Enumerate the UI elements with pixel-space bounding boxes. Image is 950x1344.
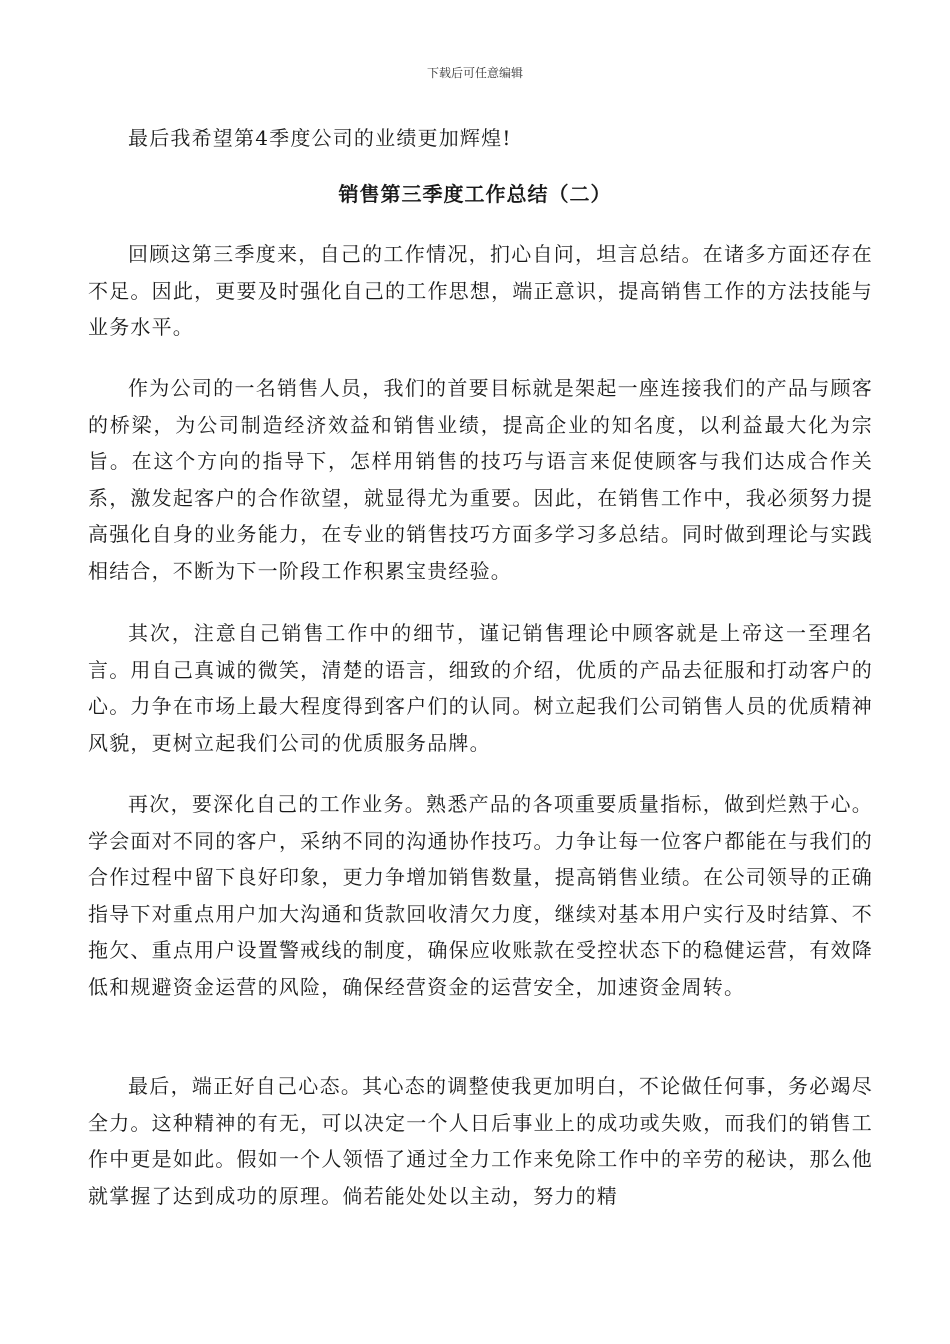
section-title: 销售第三季度工作总结（二） (338, 182, 612, 206)
paragraph-review: 回顾这第三季度来，自己的工作情况，扪心自问，坦言总结。在诸多方面还存在不足。因此，更要及时强化自己的工作思想，端正意识，提高销售工作的方法技能与业务水平。 (88, 242, 873, 339)
paragraph-details: 其次，注意自己销售工作中的细节，谨记销售理论中顾客就是上帝这一至理名言。用自己真诚的微笑，清楚的语言，细致的介绍，优质的产品去征服和打动客户的心。力争在市场上最大程度得到客户们的认同。树立起我们公司销售人员的优质精神风貌，更树立起我们公司的优质服务品牌。 (88, 621, 873, 755)
paragraph-attitude: 最后，端正好自己心态。其心态的调整使我更加明白，不论做任何事，务必竭尽全力。这种精神的有无，可以决定一个人日后事业上的成功或失败，而我们的销售工作中更是如此。假如一个人领悟了通过全力工作来免除工作中的辛劳的秘诀，那么他就掌握了达到成功的原理。倘若能处处以主动，努力的精 (88, 1074, 873, 1208)
paragraph-role: 作为公司的一名销售人员，我们的首要目标就是架起一座连接我们的产品与顾客的桥梁，为公司制造经济效益和销售业绩，提高企业的知名度，以利益最大化为宗旨。在这个方向的指导下，怎样用销售的技巧与语言来促使顾客与我们达成合作关系，激发起客户的合作欲望，就显得尤为重要。因此，在销售工作中，我必须努力提高强化自身的业务能力，在专业的销售技巧方面多学习多总结。同时做到理论与实践相结合，不断为下一阶段工作积累宝贵经验。 (88, 376, 873, 583)
page-header-watermark: 下载后可任意编辑 (426, 66, 523, 80)
closing-line: 最后我希望第4季度公司的业绩更加辉煌! (128, 126, 512, 150)
paragraph-business: 再次，要深化自己的工作业务。熟悉产品的各项重要质量指标，做到烂熟于心。学会面对不同的客户，采纳不同的沟通协作技巧。力争让每一位客户都能在与我们的合作过程中留下良好印象，更力争增加销售数量，提高销售业绩。在公司领导的正确指导下对重点用户加大沟通和货款回收清欠力度，继续对基本用户实行及时结算、不拖欠、重点用户设置警戒线的制度，确保应收账款在受控状态下的稳健运营，有效降低和规避资金运营的风险，确保经营资金的运营安全，加速资金周转。 (88, 792, 873, 999)
